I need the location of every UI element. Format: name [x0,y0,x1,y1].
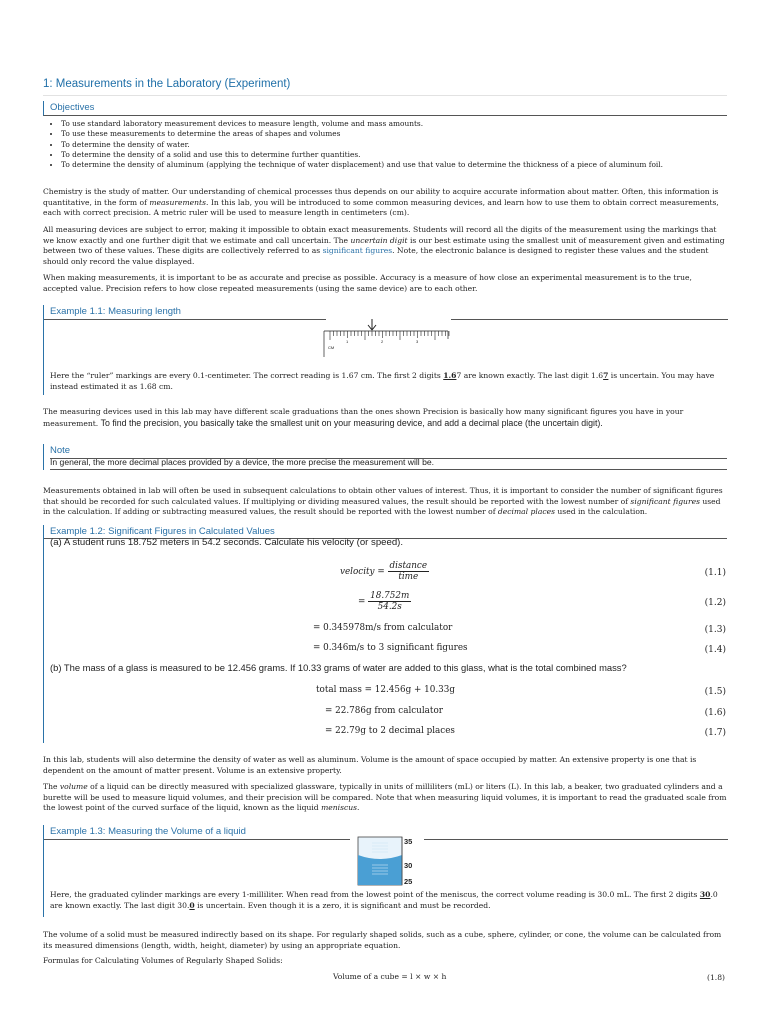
list-item: • To use these measurements to determine the areas of shapes and volumes [61,129,727,139]
ruler-tick-label: 2 [381,339,384,344]
note-heading: Note [50,444,727,459]
objectives-list [43,119,727,170]
volume-paragraph-1: In this lab, students will also determine the density of water as well as aluminum. Volume is the amount of space occupied by matter. An extensive property is one that is dependent on the amount of matter present. Volume is an extensive property. [43,755,697,775]
list-item: • To determine the density of water. [61,140,727,150]
note-box [43,444,727,470]
part-b-question: (b) The mass of a glass is measured to be 12.456 grams. If 10.33 grams of water are added to this glass, what is the total combined mass? [50,662,627,673]
cylinder-scale [404,836,412,887]
page-title: 1: Measurements in the Laboratory (Experiment) [43,78,727,96]
intro-paragraph-3: When making measurements, it is important to be as accurate and precise as possible. Accuracy is a measure of how close an experimental measurement is to the true, accepted value. Precision refers to how close repeated measurements (using the same device) are to each other. [43,273,692,293]
equation-1-4: = 0.346m/s to 3 significant figures (1.4) [313,643,726,655]
example-1-3-text: Here, the graduated cylinder markings are every 1-milliliter. When read from the lowest point of the meniscus, the correct volume reading is 30.0 mL. The first 2 digits 30.0 are known exactly. The last digit 30.0 is uncertain. Even though it is a zero, it is significant and must be recorded. [50,890,718,910]
note-text: In general, the more decimal places provided by a device, the more precise the measurement will be. [50,457,727,470]
scale-label: 35 [404,837,413,846]
list-item: • To determine the density of a solid and use this to determine further quantities. [61,150,727,160]
scale-label: 25 [404,877,413,886]
equation-1-2: = $\frac{18.752m}{54.2s}$ (1.2) [358,591,726,612]
ruler-unit-label: CM [328,345,335,350]
equation-1-8: Volume of a cube = l × w × h (1.8) [333,972,725,982]
calc-paragraph: Measurements obtained in lab will often be used in subsequent calculations to obtain other values of interest. Thus, it is important to consider the number of significant figures that should be recorded for such calculated values. If multiplying or dividing measured values, the result should be reported with the lowest number of significant figures used in the calculation. If adding or subtracting measured values, the result should be reported with the lowest number of decimal places used in the calculation. [43,486,723,517]
example-1-1-text: Here the “ruler” markings are every 0.1-centimeter. The correct reading is 1.67 cm. The first 2 digits 1.67 are known exactly. The last digit 1.67 is uncertain. You may have instead estimated it as 1.68 cm. [50,371,715,391]
equation-1-7: = 22.79g to 2 decimal places (1.7) [325,726,726,738]
significant-figures-link[interactable]: significant figures [322,246,393,256]
intro-paragraph-2: All measuring devices are subject to error, making it impossible to obtain exact measurements. Students will record all the digits of the measurement using the markings that we know exactly and one further digit that we estimate and call uncertain. The uncertain digit is our best estimate using the smallest unit of measurement given and estimating between two of these values. These digits are collectively referred to as significant figures. Note, the electronic balance is designed to register these values and the student should only record the value displayed. [43,225,725,266]
objectives-heading: Objectives [43,101,727,116]
ruler-tick-label: 3 [416,339,419,344]
volume-paragraph-2: The volume of a liquid can be directly measured with specialized glassware, typically in units of milliliters (mL) or liters (L). In this lab, a beaker, two graduated cylinders and a burette will be used to measure liquid volumes, and their precision will be compared. Note that when measuring liquid volumes, it is important to read the graduated scale from the lowest point of the curved surface of the liquid, known as the liquid meniscus. [43,782,727,813]
equation-1-3: = 0.345978m/s from calculator (1.3) [313,623,726,635]
example-1-3-box [43,825,727,917]
example-1-2-box [43,525,727,743]
scale-label: 30 [404,861,413,870]
ruler-illustration [322,317,452,363]
list-item: • To determine the density of aluminum (applying the technique of water displacement) and use that value to determine the thickness of a piece of aluminum foil. [61,160,727,170]
equation-1-5: total mass = 12.456g + 10.33g (1.5) [316,685,726,697]
list-item: • To use standard laboratory measurement devices to measure length, volume and mass amounts. [61,119,727,129]
intro-paragraph-1: Chemistry is the study of matter. Our understanding of chemical processes thus depends on our ability to acquire accurate information about matter. Often, this information is quantitative, in the form of measurements. In this lab, you will be introduced to some common measuring devices, and learn how to use them to obtain correct measurements, each with correct precision. A metric ruler will be used to measure length in centimeters (cm). [43,187,719,218]
ruler-tick-label: 1 [346,339,349,344]
example-1-2-heading: Example 1.2: Significant Figures in Calculated Values [44,525,727,539]
objectives-box [43,101,727,170]
precision-paragraph: The measuring devices used in this lab may have different scale graduations than the ones shown Precision is basically how many significant figures you have in your measurement. To find the precision, you basically take the smallest unit on your measuring device, and add a decimal place (the uncertain digit). [43,407,684,428]
solid-paragraph-1: The volume of a solid must be measured indirectly based on its shape. For regularly shaped solids, such as a cube, sphere, cylinder, or cone, the volume can be calculated from its measured dimensions (length, width, height, diameter) by using an appropriate equation. [43,930,722,950]
example-1-1-heading: Example 1.1: Measuring length [44,305,326,320]
example-1-3-heading: Example 1.3: Measuring the Volume of a liquid [44,825,350,840]
equation-1-6: = 22.786g from calculator (1.6) [325,706,726,718]
part-a-question: (a) A student runs 18.752 meters in 54.2 seconds. Calculate his velocity (or speed). [50,537,404,548]
equation-1-1: velocity = $\frac{\text{distance}}{\text{time}}$ (1.1) [340,561,726,582]
solid-paragraph-2: Formulas for Calculating Volumes of Regularly Shaped Solids: [43,956,283,965]
example-1-1-box [43,305,727,395]
